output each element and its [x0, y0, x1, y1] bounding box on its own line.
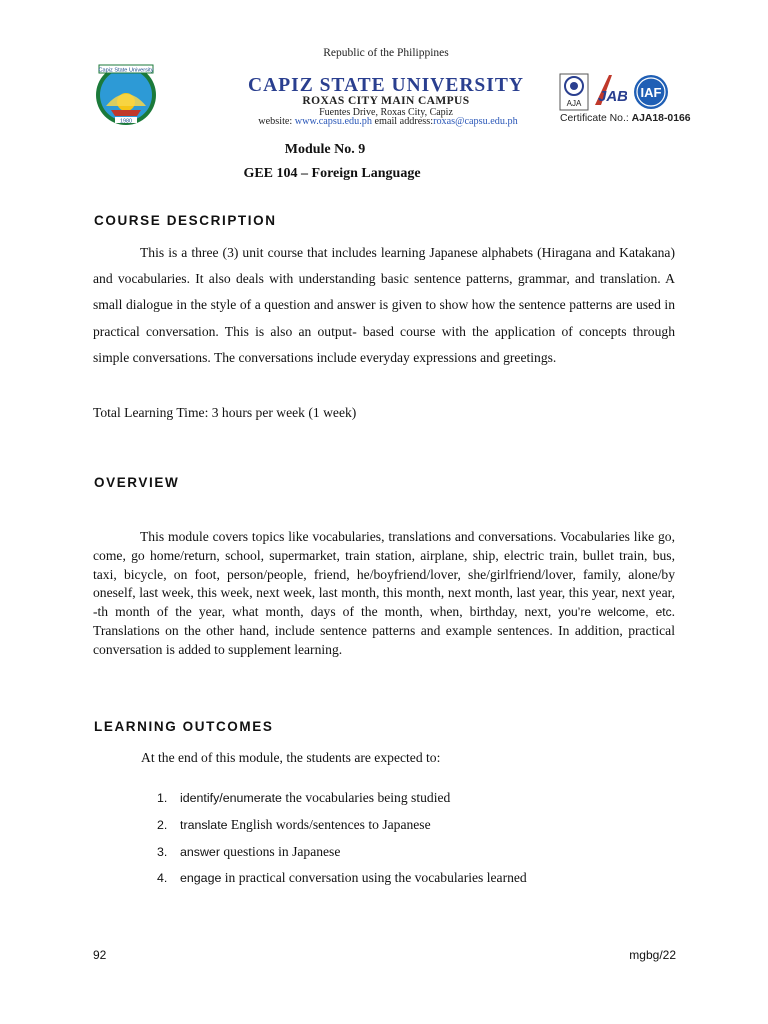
outcome-number: 2.: [157, 818, 168, 832]
university-seal-logo: [93, 62, 159, 126]
course-description-paragraph: This is a three (3) unit course that includes learning Japanese alphabets (Hiragana and Katakana) and vocabularies. It also deals with understanding basic sentence patterns, grammar, and translation. A small dialogue in the style of a question and answer is given to show how the sentence patterns are used in practical conversation. This is also an output- based course with the application of concepts through simple conversations. The conversations include everyday expressions and greetings.: [93, 245, 675, 365]
header-campus: ROXAS CITY MAIN CAMPUS: [302, 95, 470, 107]
course-description-heading: COURSE DESCRIPTION: [94, 213, 277, 228]
certificate-number: [560, 113, 691, 124]
email-label: email address:: [374, 116, 434, 127]
outcome-text: English words/sentences to Japanese: [227, 817, 431, 832]
overview-heading: OVERVIEW: [94, 475, 180, 490]
outcome-text: in practical conversation using the vocabularies learned: [221, 870, 527, 885]
header-contact-line: [218, 116, 558, 127]
learning-outcomes-heading: LEARNING OUTCOMES: [94, 719, 274, 734]
outcome-text: questions in Japanese: [219, 844, 341, 859]
overview-text-part-3: . Translations on the other hand, include sentence patterns and example sentences. In addition, practical conversation is added to supplement learning.: [93, 604, 676, 657]
outcome-number: 4.: [157, 871, 168, 885]
iaf-text: IAF: [640, 85, 662, 100]
overview-text: [93, 528, 675, 660]
aja-certification-logo: [559, 73, 589, 111]
email-link[interactable]: roxas@capsu.edu.ph: [433, 116, 518, 127]
outcome-verb: identify/enumerate: [180, 791, 282, 805]
header-address: Fuentes Drive, Roxas City, Capiz: [319, 107, 453, 118]
outcome-verb: engage: [180, 871, 222, 885]
cert-value: AJA18-0166: [631, 113, 691, 124]
outcome-verb: answer: [180, 845, 220, 859]
outcome-item: [157, 870, 527, 886]
header-university-name: CAPIZ STATE UNIVERSITY: [248, 75, 524, 96]
outcome-number: 1.: [157, 791, 168, 805]
jab-text: JAB: [597, 88, 627, 105]
overview-paragraph: [93, 528, 675, 660]
page-number: 92: [93, 948, 107, 962]
iaf-logo: [626, 74, 676, 110]
website-label: website:: [258, 116, 293, 127]
overview-text-part-2: you’re welcome, etc: [558, 605, 672, 620]
outcome-number: 3.: [157, 845, 168, 859]
outcome-verb: translate: [180, 818, 228, 832]
header-republic: Republic of the Philippines: [323, 47, 449, 59]
outcome-item: [157, 790, 450, 806]
course-title: GEE 104 – Foreign Language: [243, 166, 421, 181]
jab-accreditation-logo: [589, 71, 627, 111]
outcome-item: [157, 817, 431, 833]
overview-text-part-1: This module covers topics like vocabularies, translations and conversations. Vocabularies like go, come, go home/return, school, supermarket, train station, airplane, ship, electric train, bullet train, bus, taxi, bicycle, on foot, person/people, friend, he/boyfriend/lover, she/girlfriend/lover, family, alone/by oneself, last week, this week, next week, last month, this month, next month, last year, this year, next year, -th month of the year, what month, days of the month, when, birthday, next,: [93, 529, 675, 620]
course-description-text: [93, 240, 675, 371]
website-link[interactable]: www.capsu.edu.ph: [294, 116, 372, 127]
footer-code: mgbg/22: [629, 948, 676, 962]
learning-outcomes-intro: At the end of this module, the students are expected to:: [141, 750, 441, 765]
cert-label: Certificate No.:: [560, 113, 629, 124]
module-number: Module No. 9: [284, 142, 366, 157]
seal-text: Capiz State University: [98, 67, 154, 74]
aja-text: AJA: [566, 99, 582, 108]
outcome-text: the vocabularies being studied: [281, 790, 451, 805]
total-learning-time: Total Learning Time: 3 hours per week (1 week): [93, 405, 357, 420]
outcome-item: [157, 844, 340, 860]
seal-year: 1980: [120, 118, 132, 125]
